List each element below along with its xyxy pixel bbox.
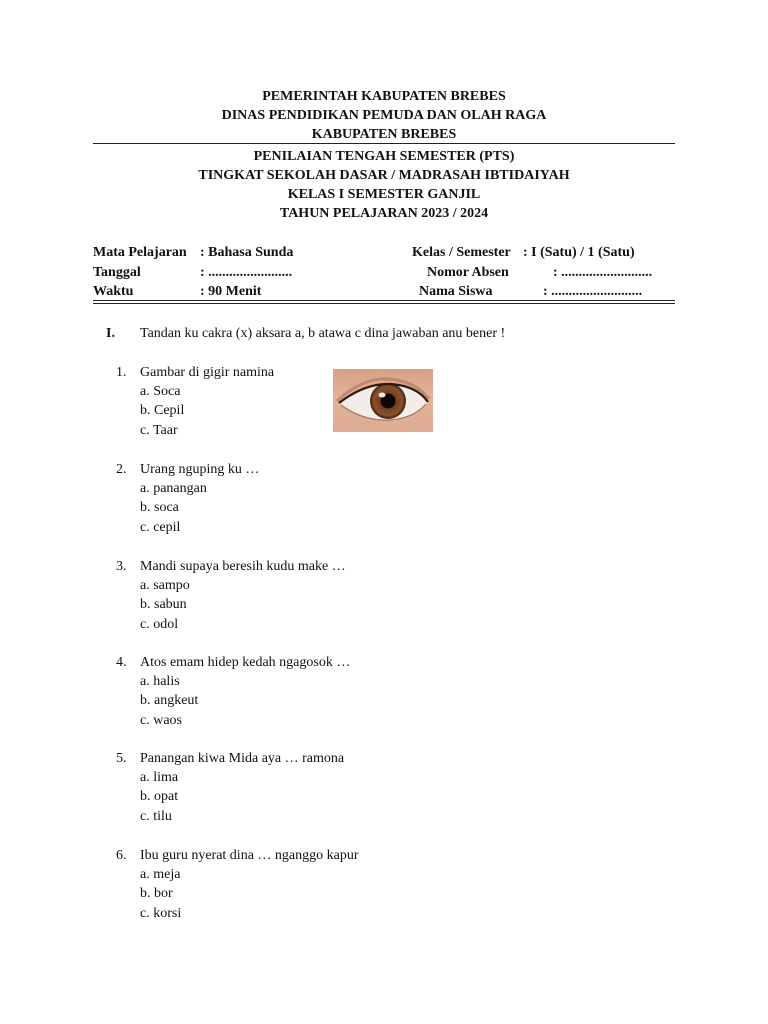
subject-value: : Bahasa Sunda [200, 245, 294, 260]
question-number: 3. [116, 559, 127, 574]
option-b: b. soca [140, 500, 179, 516]
option-c: c. waos [140, 712, 182, 728]
question-number: 2. [116, 462, 127, 477]
option-c: c. Taar [140, 422, 178, 438]
exam-title-line-2: TINGKAT SEKOLAH DASAR / MADRASAH IBTIDAIYAH [198, 168, 570, 183]
attendance-number-label: Nomor Absen [427, 264, 509, 280]
question-stem: Ibu guru nyerat dina … nganggo kapur [140, 848, 359, 863]
option-a: a. halis [140, 674, 180, 690]
info-row-2 [93, 263, 675, 283]
option-a: a. lima [140, 770, 179, 786]
date-label: Tanggal [93, 264, 141, 280]
info-divider-bottom [93, 303, 675, 304]
option-c: c. odol [140, 616, 179, 632]
option-c: c. korsi [140, 905, 182, 921]
student-info-block [93, 243, 675, 302]
letterhead [93, 87, 675, 144]
option-c: c. cepil [140, 519, 181, 535]
option-a: a. sampo [140, 578, 190, 594]
time-label: Waktu [93, 284, 134, 299]
question-stem: Panangan kiwa Mida aya … ramona [140, 751, 345, 766]
question-number: 6. [116, 848, 127, 863]
option-b: b. angkeut [140, 693, 199, 709]
exam-title-line-3: KELAS I SEMESTER GANJIL [287, 187, 481, 202]
attendance-number-field: : .......................... [553, 264, 653, 280]
letterhead-line-1: PEMERINTAH KABUPATEN BREBES [262, 89, 506, 104]
subject-label: Mata Pelajaran [93, 245, 187, 260]
question-number: 4. [116, 655, 127, 670]
question-stem: Atos emam hidep kedah ngagosok … [140, 655, 351, 670]
section-instruction: Tandan ku cakra (x) aksara a, b atawa c dina jawaban anu bener ! [140, 326, 506, 341]
class-semester-value: : I (Satu) / 1 (Satu) [523, 245, 635, 260]
student-name-field: : .......................... [543, 284, 643, 299]
section-number: I. [106, 326, 115, 341]
option-a: a. panangan [140, 481, 207, 497]
info-row-3 [93, 282, 675, 302]
info-row-1 [93, 243, 675, 263]
date-field: : ........................ [200, 264, 293, 280]
info-divider-top [93, 300, 675, 301]
student-name-label: Nama Siswa [419, 284, 493, 299]
time-value: : 90 Menit [200, 284, 262, 299]
letterhead-line-3: KABUPATEN BREBES [311, 127, 457, 142]
exam-title-block [93, 147, 675, 223]
header-divider [93, 143, 675, 144]
question-number: 1. [116, 365, 127, 380]
option-b: b. opat [140, 789, 179, 805]
option-a: a. meja [140, 867, 181, 883]
exam-title-line-4: TAHUN PELAJARAN 2023 / 2024 [279, 206, 489, 221]
exam-title-line-1: PENILAIAN TENGAH SEMESTER (PTS) [253, 149, 515, 164]
question-stem: Mandi supaya beresih kudu make … [140, 559, 346, 574]
option-a: a. Soca [140, 384, 181, 400]
option-c: c. tilu [140, 808, 172, 824]
class-semester-label: Kelas / Semester [412, 245, 511, 260]
option-b: b. sabun [140, 597, 187, 613]
option-b: b. Cepil [140, 403, 185, 419]
question-number: 5. [116, 751, 127, 766]
letterhead-line-2: DINAS PENDIDIKAN PEMUDA DAN OLAH RAGA [221, 108, 547, 123]
question-stem: Gambar di gigir namina [140, 365, 275, 380]
option-b: b. bor [140, 886, 173, 902]
question-stem: Urang nguping ku … [140, 462, 260, 477]
eye-image [333, 369, 433, 432]
